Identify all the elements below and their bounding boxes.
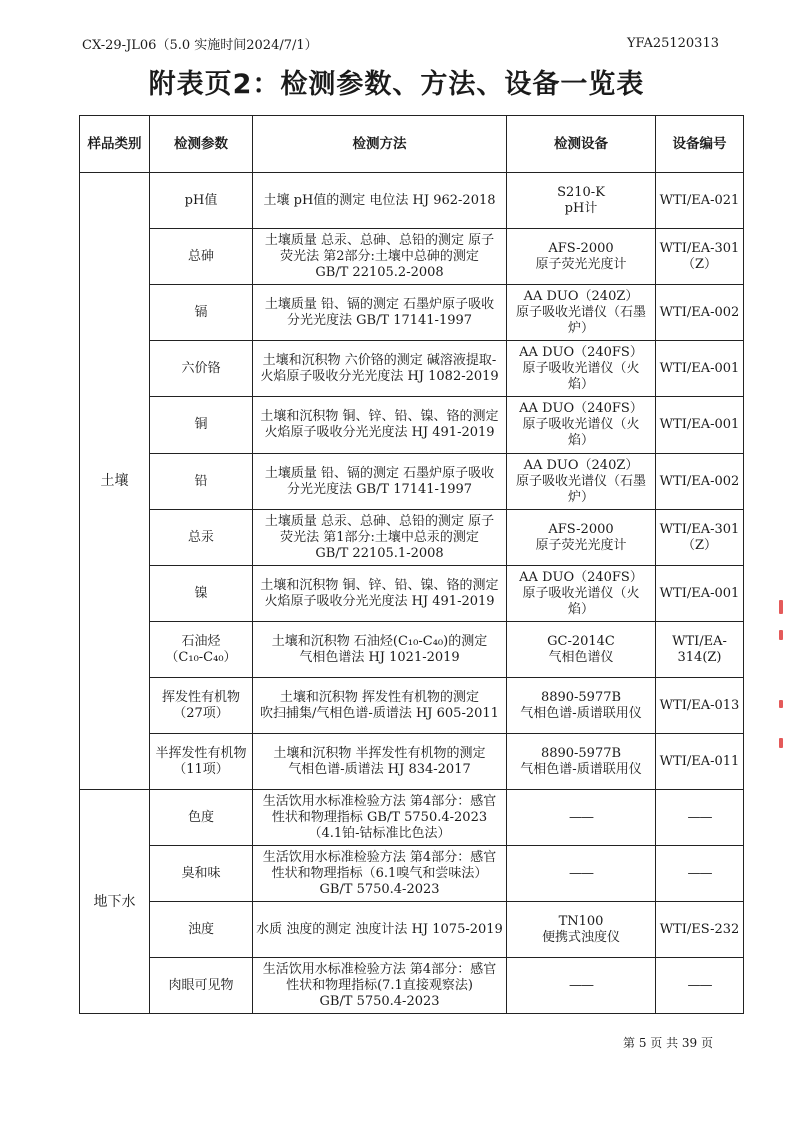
col-header-parameter: 检测参数	[150, 116, 253, 173]
cell-device-no: WTI/EA-301 （Z）	[656, 510, 744, 566]
cell-method: 生活饮用水标准检验方法 第4部分：感官 性状和物理指标(7.1直接观察法) GB/T 5750.4-2023	[253, 958, 507, 1014]
cell-param: 浊度	[150, 902, 253, 958]
table-row	[80, 285, 744, 341]
cell-method: 生活饮用水标准检验方法 第4部分：感官 性状和物理指标 GB/T 5750.4-2023 （4.1铂-钴标准比色法）	[253, 790, 507, 846]
cell-method: 土壤和沉积物 铜、锌、铅、镍、铬的测定 火焰原子吸收分光光度法 HJ 491-2019	[253, 566, 507, 622]
parameter-table	[79, 115, 744, 1014]
category-groundwater: 地下水	[80, 790, 150, 1014]
cell-device-no: WTI/EA-001	[656, 566, 744, 622]
cell-device-no: WTI/EA-013	[656, 678, 744, 734]
cell-param: 半挥发性有机物 （11项）	[150, 734, 253, 790]
cell-method: 土壤质量 铅、镉的测定 石墨炉原子吸收 分光光度法 GB/T 17141-1997	[253, 454, 507, 510]
table-row	[80, 397, 744, 454]
cell-param: 镍	[150, 566, 253, 622]
cell-device: AA DUO（240FS） 原子吸收光谱仪（火 焰）	[507, 397, 656, 454]
cell-method: 生活饮用水标准检验方法 第4部分：感官 性状和物理指标（6.1嗅气和尝味法） GB/T 5750.4-2023	[253, 846, 507, 902]
cell-device-no: ——	[656, 846, 744, 902]
col-header-device-no: 设备编号	[656, 116, 744, 173]
table-row	[80, 790, 744, 846]
cell-method: 土壤质量 总汞、总砷、总铅的测定 原子 荧光法 第2部分:土壤中总砷的测定 GB/T 22105.2-2008	[253, 229, 507, 285]
cell-device-no: WTI/EA-001	[656, 397, 744, 454]
table-row	[80, 229, 744, 285]
cell-device: ——	[507, 790, 656, 846]
cell-method: 土壤和沉积物 半挥发性有机物的测定 气相色谱-质谱法 HJ 834-2017	[253, 734, 507, 790]
cell-param: 臭和味	[150, 846, 253, 902]
cell-device: AA DUO（240Z） 原子吸收光谱仪（石墨 炉）	[507, 285, 656, 341]
cell-device: AA DUO（240FS） 原子吸收光谱仪（火 焰）	[507, 566, 656, 622]
cell-device: 8890-5977B 气相色谱-质谱联用仪	[507, 678, 656, 734]
cell-device: ——	[507, 846, 656, 902]
page-title: 附表页2：检测参数、方法、设备一览表	[148, 69, 645, 100]
cell-method: 土壤和沉积物 挥发性有机物的测定 吹扫捕集/气相色谱-质谱法 HJ 605-2011	[253, 678, 507, 734]
category-soil: 土壤	[80, 173, 150, 790]
cell-device: 8890-5977B 气相色谱-质谱联用仪	[507, 734, 656, 790]
cell-param: 肉眼可见物	[150, 958, 253, 1014]
cell-param: 六价铬	[150, 341, 253, 397]
report-number: YFA25120313	[626, 36, 719, 51]
col-header-sample-type: 样品类别	[80, 116, 150, 173]
cell-device-no: WTI/EA-011	[656, 734, 744, 790]
cell-param: 总砷	[150, 229, 253, 285]
cell-param: 挥发性有机物 （27项）	[150, 678, 253, 734]
col-header-device: 检测设备	[507, 116, 656, 173]
cell-method: 土壤质量 总汞、总砷、总铅的测定 原子 荧光法 第1部分:土壤中总汞的测定 GB/T 22105.1-2008	[253, 510, 507, 566]
cell-device-no: WTI/EA-002	[656, 454, 744, 510]
cell-device: ——	[507, 958, 656, 1014]
cell-device-no: WTI/EA-021	[656, 173, 744, 229]
table-row	[80, 734, 744, 790]
cell-device: AFS-2000 原子荧光光度计	[507, 229, 656, 285]
table-row	[80, 958, 744, 1014]
cell-param: 铅	[150, 454, 253, 510]
cell-method: 土壤 pH值的测定 电位法 HJ 962-2018	[253, 173, 507, 229]
cell-device: S210-K pH计	[507, 173, 656, 229]
cell-method: 土壤质量 铅、镉的测定 石墨炉原子吸收 分光光度法 GB/T 17141-1997	[253, 285, 507, 341]
cell-param: 色度	[150, 790, 253, 846]
table-row	[80, 341, 744, 397]
table-row	[80, 173, 744, 229]
document-code: CX-29-JL06（5.0 实施时间2024/7/1）	[82, 38, 318, 53]
cell-device: AA DUO（240Z） 原子吸收光谱仪（石墨 炉）	[507, 454, 656, 510]
cell-device: AFS-2000 原子荧光光度计	[507, 510, 656, 566]
table-row	[80, 902, 744, 958]
cell-method: 水质 浊度的测定 浊度计法 HJ 1075-2019	[253, 902, 507, 958]
table-row	[80, 678, 744, 734]
cell-device-no: WTI/ES-232	[656, 902, 744, 958]
table-header-row	[80, 116, 744, 173]
table-row	[80, 846, 744, 902]
edge-stamp-marks	[779, 600, 785, 750]
cell-param: 镉	[150, 285, 253, 341]
cell-param: 铜	[150, 397, 253, 454]
cell-method: 土壤和沉积物 石油烃(C₁₀-C₄₀)的测定 气相色谱法 HJ 1021-2019	[253, 622, 507, 678]
cell-device-no: WTI/EA- 314(Z)	[656, 622, 744, 678]
cell-device-no: WTI/EA-301 （Z）	[656, 229, 744, 285]
table-row	[80, 454, 744, 510]
table-row	[80, 566, 744, 622]
cell-device: GC-2014C 气相色谱仪	[507, 622, 656, 678]
cell-param: 总汞	[150, 510, 253, 566]
cell-device-no: ——	[656, 790, 744, 846]
table-row	[80, 510, 744, 566]
cell-device-no: WTI/EA-002	[656, 285, 744, 341]
cell-method: 土壤和沉积物 六价铬的测定 碱溶液提取- 火焰原子吸收分光光度法 HJ 1082-2019	[253, 341, 507, 397]
cell-device: AA DUO（240FS） 原子吸收光谱仪（火 焰）	[507, 341, 656, 397]
col-header-method: 检测方法	[253, 116, 507, 173]
page-footer: 第 5 页 共 39 页	[623, 1036, 713, 1050]
cell-device-no: ——	[656, 958, 744, 1014]
cell-param: pH值	[150, 173, 253, 229]
cell-device-no: WTI/EA-001	[656, 341, 744, 397]
cell-device: TN100 便携式浊度仪	[507, 902, 656, 958]
cell-param: 石油烃 （C₁₀-C₄₀）	[150, 622, 253, 678]
table-row	[80, 622, 744, 678]
cell-method: 土壤和沉积物 铜、锌、铅、镍、铬的测定 火焰原子吸收分光光度法 HJ 491-2019	[253, 397, 507, 454]
